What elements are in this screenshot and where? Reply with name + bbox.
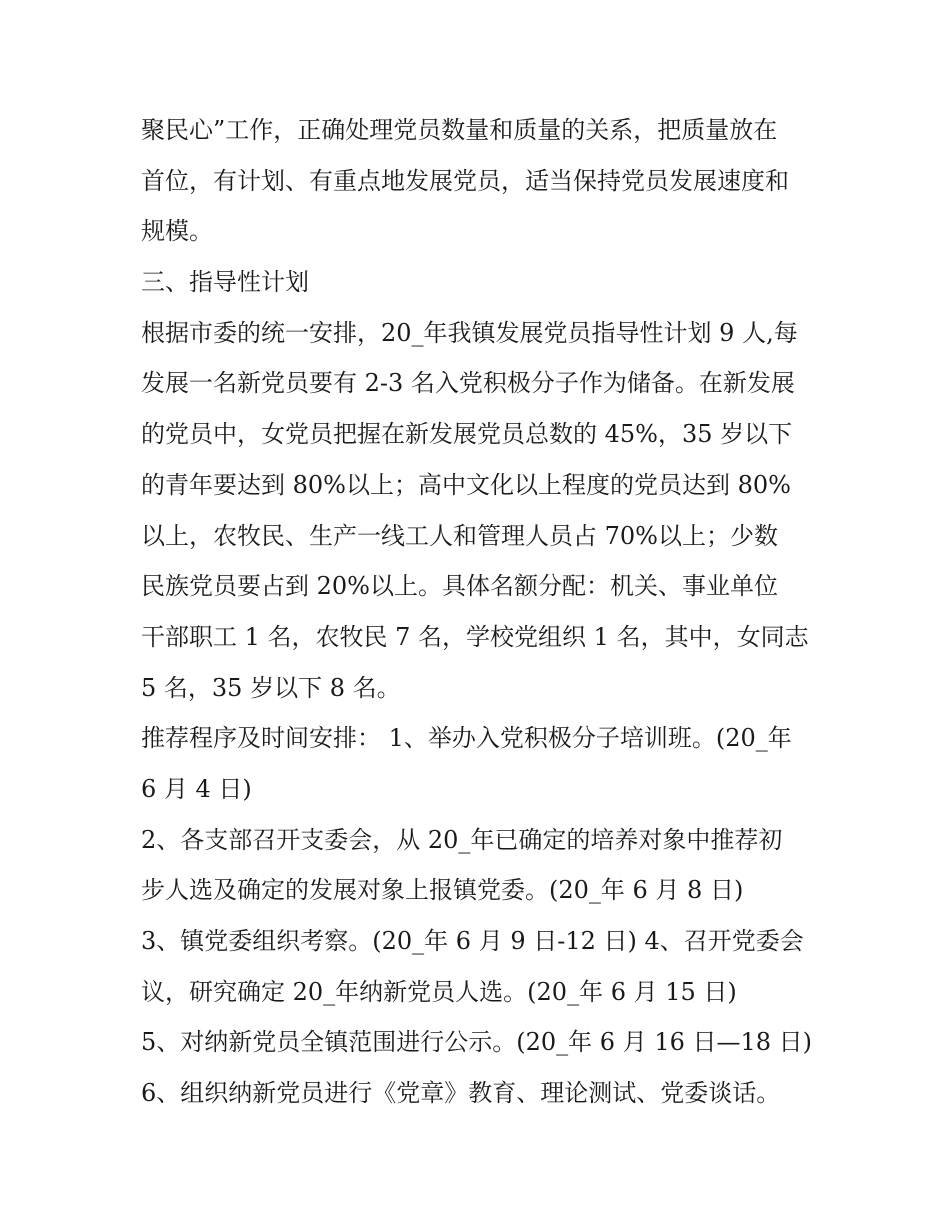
section-heading: 三、指导性计划 bbox=[141, 268, 309, 297]
text-line: 的青年要达到 80%以上；高中文化以上程度的党员达到 80% bbox=[141, 470, 791, 499]
text-line: 民族党员要占到 20%以上。具体名额分配：机关、事业单位 bbox=[141, 572, 778, 601]
text-line: 5、对纳新党员全镇范围进行公示。(20_年 6 月 16 日—18 日) bbox=[141, 1028, 813, 1057]
text-line: 以上，农牧民、生产一线工人和管理人员占 70%以上；少数 bbox=[141, 521, 778, 550]
text-line: 发展一名新党员要有 2-3 名入党积极分子作为储备。在新发展 bbox=[141, 369, 795, 398]
text-line: 6 月 4 日) bbox=[141, 774, 252, 803]
document-page bbox=[141, 105, 821, 1119]
text-line: 根据市委的统一安排，20_年我镇发展党员指导性计划 9 人,每 bbox=[141, 318, 798, 347]
text-line: 推荐程序及时间安排： 1、举办入党积极分子培训班。(20_年 bbox=[141, 724, 792, 753]
text-line: 步人选及确定的发展对象上报镇党委。(20_年 6 月 8 日) bbox=[141, 876, 744, 905]
text-line: 5 名，35 岁以下 8 名。 bbox=[141, 673, 401, 702]
text-line: 干部职工 1 名，农牧民 7 名，学校党组织 1 名，其中，女同志 bbox=[141, 622, 809, 651]
text-line: 3、镇党委组织考察。(20_年 6 月 9 日-12 日) 4、召开党委会 bbox=[141, 927, 804, 955]
text-line: 议，研究确定 20_年纳新党员人选。(20_年 6 月 15 日) bbox=[141, 977, 737, 1006]
text-line: 2、各支部召开支委会，从 20_年已确定的培养对象中推荐初 bbox=[141, 825, 783, 854]
text-line: 6、组织纳新党员进行《党章》教育、理论测试、党委谈话。 bbox=[141, 1079, 781, 1108]
text-line: 聚民心”工作，正确处理党员数量和质量的关系，把质量放在 bbox=[141, 116, 778, 144]
text-line: 规模。 bbox=[141, 217, 213, 246]
text-line: 的党员中，女党员把握在新发展党员总数的 45%，35 岁以下 bbox=[141, 420, 793, 449]
text-line: 首位，有计划、有重点地发展党员，适当保持党员发展速度和 bbox=[141, 166, 789, 195]
